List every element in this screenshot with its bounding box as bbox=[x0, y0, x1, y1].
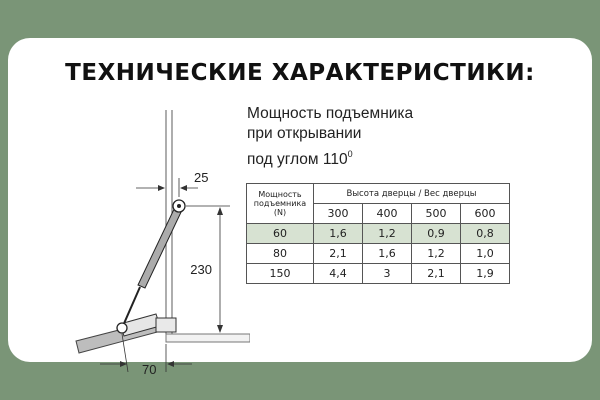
power-cell: 60 bbox=[247, 224, 314, 244]
caption-line-1: Мощность подъемника bbox=[247, 105, 414, 122]
weight-cell: 1,2 bbox=[363, 224, 412, 244]
weight-cell: 0,9 bbox=[412, 224, 461, 244]
weight-cell: 2,1 bbox=[314, 244, 363, 264]
dim-top-arrow-left bbox=[158, 185, 165, 191]
weight-cell: 1,6 bbox=[314, 224, 363, 244]
weight-cell: 2,1 bbox=[412, 264, 461, 284]
weight-cell: 1,6 bbox=[363, 244, 412, 264]
bottom-pivot bbox=[117, 323, 127, 333]
dim-bottom-arrow-left bbox=[120, 361, 127, 367]
power-header: Мощность подъемника (N) bbox=[247, 184, 314, 224]
weight-cell: 0,8 bbox=[461, 224, 510, 244]
height-header: 300 bbox=[314, 204, 363, 224]
spec-card bbox=[8, 38, 592, 377]
caption-line-3-text: под углом 110 bbox=[247, 151, 348, 168]
top-pivot-center bbox=[177, 204, 181, 208]
gas-strut-cylinder bbox=[138, 205, 183, 288]
dim-bottom-label: 70 bbox=[142, 362, 157, 377]
table-row bbox=[247, 244, 510, 264]
power-cell: 150 bbox=[247, 264, 314, 284]
dim-right-label: 230 bbox=[190, 262, 212, 277]
degree-mark: 0 bbox=[347, 149, 353, 159]
caption-line-2: при открывании bbox=[247, 125, 362, 142]
dim-top-label: 25 bbox=[194, 170, 209, 185]
page-title: ТЕХНИЧЕСКИЕ ХАРАКТЕРИСТИКИ: bbox=[65, 60, 535, 86]
height-header: 600 bbox=[461, 204, 510, 224]
weight-cell: 1,2 bbox=[412, 244, 461, 264]
cabinet-bottom-panel bbox=[166, 334, 250, 342]
weight-cell: 1,0 bbox=[461, 244, 510, 264]
hinge-mount bbox=[156, 318, 176, 332]
power-cell: 80 bbox=[247, 244, 314, 264]
height-header: 500 bbox=[412, 204, 461, 224]
weight-cell: 1,9 bbox=[461, 264, 510, 284]
dim-top-arrow-right bbox=[180, 185, 187, 191]
lift-power-caption bbox=[247, 104, 413, 170]
weight-cell: 4,4 bbox=[314, 264, 363, 284]
lift-mechanism-drawing bbox=[70, 102, 250, 382]
dim-bottom-arrow-right bbox=[167, 361, 174, 367]
weight-cell: 3 bbox=[363, 264, 412, 284]
spec-table bbox=[246, 183, 510, 284]
door-size-header: Высота дверцы / Вес дверцы bbox=[314, 184, 510, 204]
dim-right-arrow-bottom bbox=[217, 325, 223, 333]
height-header: 400 bbox=[363, 204, 412, 224]
caption-line-3 bbox=[247, 144, 413, 170]
table-row bbox=[247, 224, 510, 244]
table-header-row bbox=[247, 184, 510, 204]
table-row bbox=[247, 264, 510, 284]
dim-right-arrow-top bbox=[217, 207, 223, 215]
